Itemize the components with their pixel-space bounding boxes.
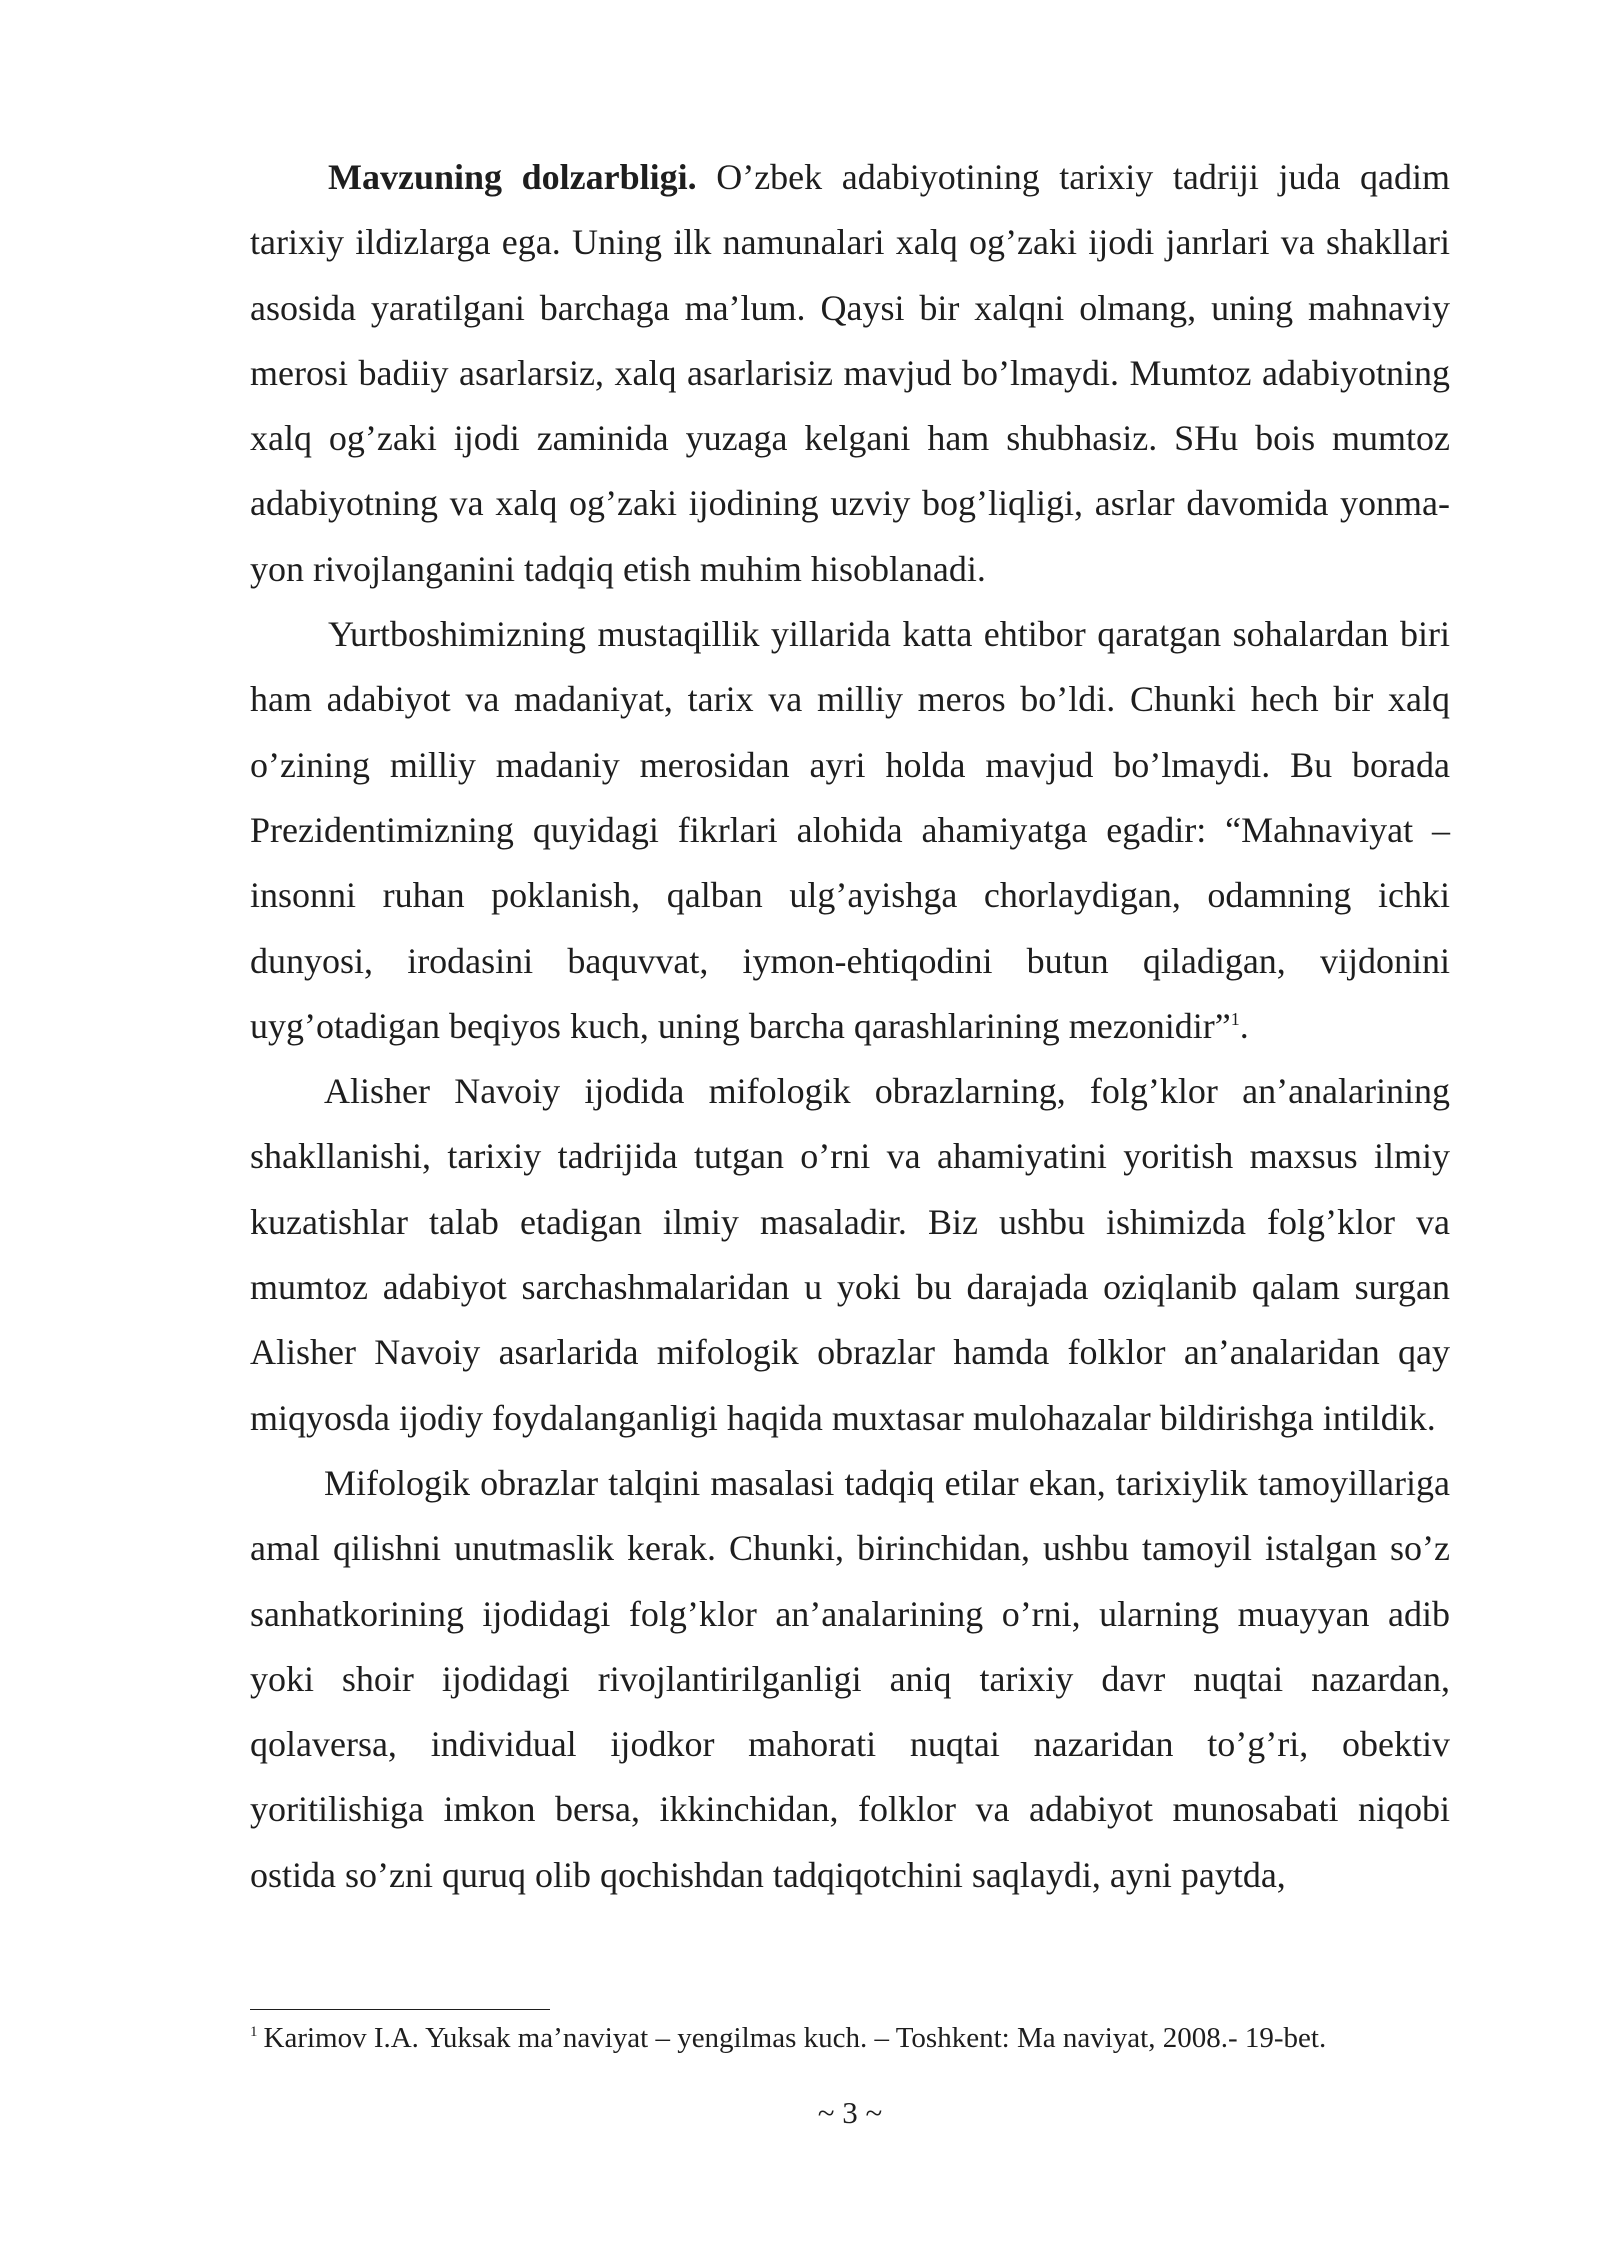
paragraph-text: Alisher Navoiy ijodida mifologik obrazlarning, folg’klor an’analarining shakllanishi, tarixiy tadrijida tutgan o’rni va ahamiyatini yoritish maxsus ilmiy kuzatishlar talab etadigan ilmiy masaladir. Biz ushbu ishimizda folg’klor va mumtoz adabiyot sarchashmalaridan u yoki bu darajada oziqlanib qalam surgan Alisher Navoiy asarlarida mifologik obrazlar hamda folklor an’analaridan qay miqyosda ijodiy foydalanganligi haqida muxtasar mulohazalar bildirishga intildik. [250, 1071, 1450, 1438]
paragraph-text: Yurtboshimizning mustaqillik yillarida katta ehtibor qaratgan sohalardan biri ham adabiyot va madaniyat, tarix va milliy meros bo’ldi. Chunki hech bir xalq o’zining milliy madaniy merosidan ayri holda mavjud bo’lmaydi. Bu borada Prezidentimizning quyidagi fikrlari alohida ahamiyatga egadir: “Mahnaviyat – insonni ruhan poklanish, qalban ulg’ayishga chorlaydigan, odamning ichki dunyosi, irodasini baquvvat, iymon-ehtiqodini butun qiladigan, vijdonini uyg’otadigan beqiyos kuch, uning barcha qarashlarining mezonidir” [250, 614, 1450, 1046]
footnote-text: Karimov I.A. Yuksak ma’naviyat – yengilmas kuch. – Toshkent: Ma naviyat, 2008.- 19-bet. [263, 2022, 1327, 2054]
paragraph-navoiy [250, 1059, 1450, 1451]
section-heading-relevance: Mavzuning dolzarbligi. [328, 157, 697, 197]
footnote [250, 2020, 1420, 2056]
paragraph-relevance [250, 145, 1450, 602]
paragraph-tail: . [1239, 1005, 1249, 1046]
body-text [250, 145, 1450, 1908]
footnote-separator [250, 2009, 550, 2010]
footnote-reference[interactable]: 1 [1230, 1008, 1240, 1029]
footnote-marker: 1 [250, 2024, 258, 2041]
paragraph-text: O’zbek adabiyotining tarixiy tadriji juda qadim tarixiy ildizlarga ega. Uning ilk namunalari xalq og’zaki ijodi janrlari va shakllari asosida yaratilgani barchaga ma’lum. Qaysi bir xalqni olmang, uning mahnaviy merosi badiiy asarlarsiz, xalq asarlarisiz mavjud bo’lmaydi. Mumtoz adabiyotning xalq og’zaki ijodi zaminida yuzaga kelgani ham shubhasiz. SHu bois mumtoz adabiyotning va xalq og’zaki ijodining uzviy bog’liqligi, asrlar davomida yonma-yon rivojlanganini tadqiq etish muhim hisoblanadi. [250, 157, 1450, 589]
paragraph-text: Mifologik obrazlar talqini masalasi tadqiq etilar ekan, tarixiylik tamoyillariga amal qilishni unutmaslik kerak. Chunki, birinchidan, ushbu tamoyil istalgan so’z sanhatkorining ijodidagi folg’klor an’analarining o’rni, ularning muayyan adib yoki shoir ijodidagi rivojlantirilganligi aniq tarixiy davr nuqtai nazardan, qolaversa, individual ijodkor mahorati nuqtai nazaridan to’g’ri, obektiv yoritilishiga imkon bersa, ikkinchidan, folklor va adabiyot munosabati niqobi ostida so’zni quruq olib qochishdan tadqiqotchini saqlaydi, ayni paytda, [250, 1462, 1450, 1895]
paragraph-heritage [250, 602, 1450, 1059]
paragraph-mythology [250, 1451, 1450, 1908]
page-number: ~ 3 ~ [817, 2095, 883, 2130]
